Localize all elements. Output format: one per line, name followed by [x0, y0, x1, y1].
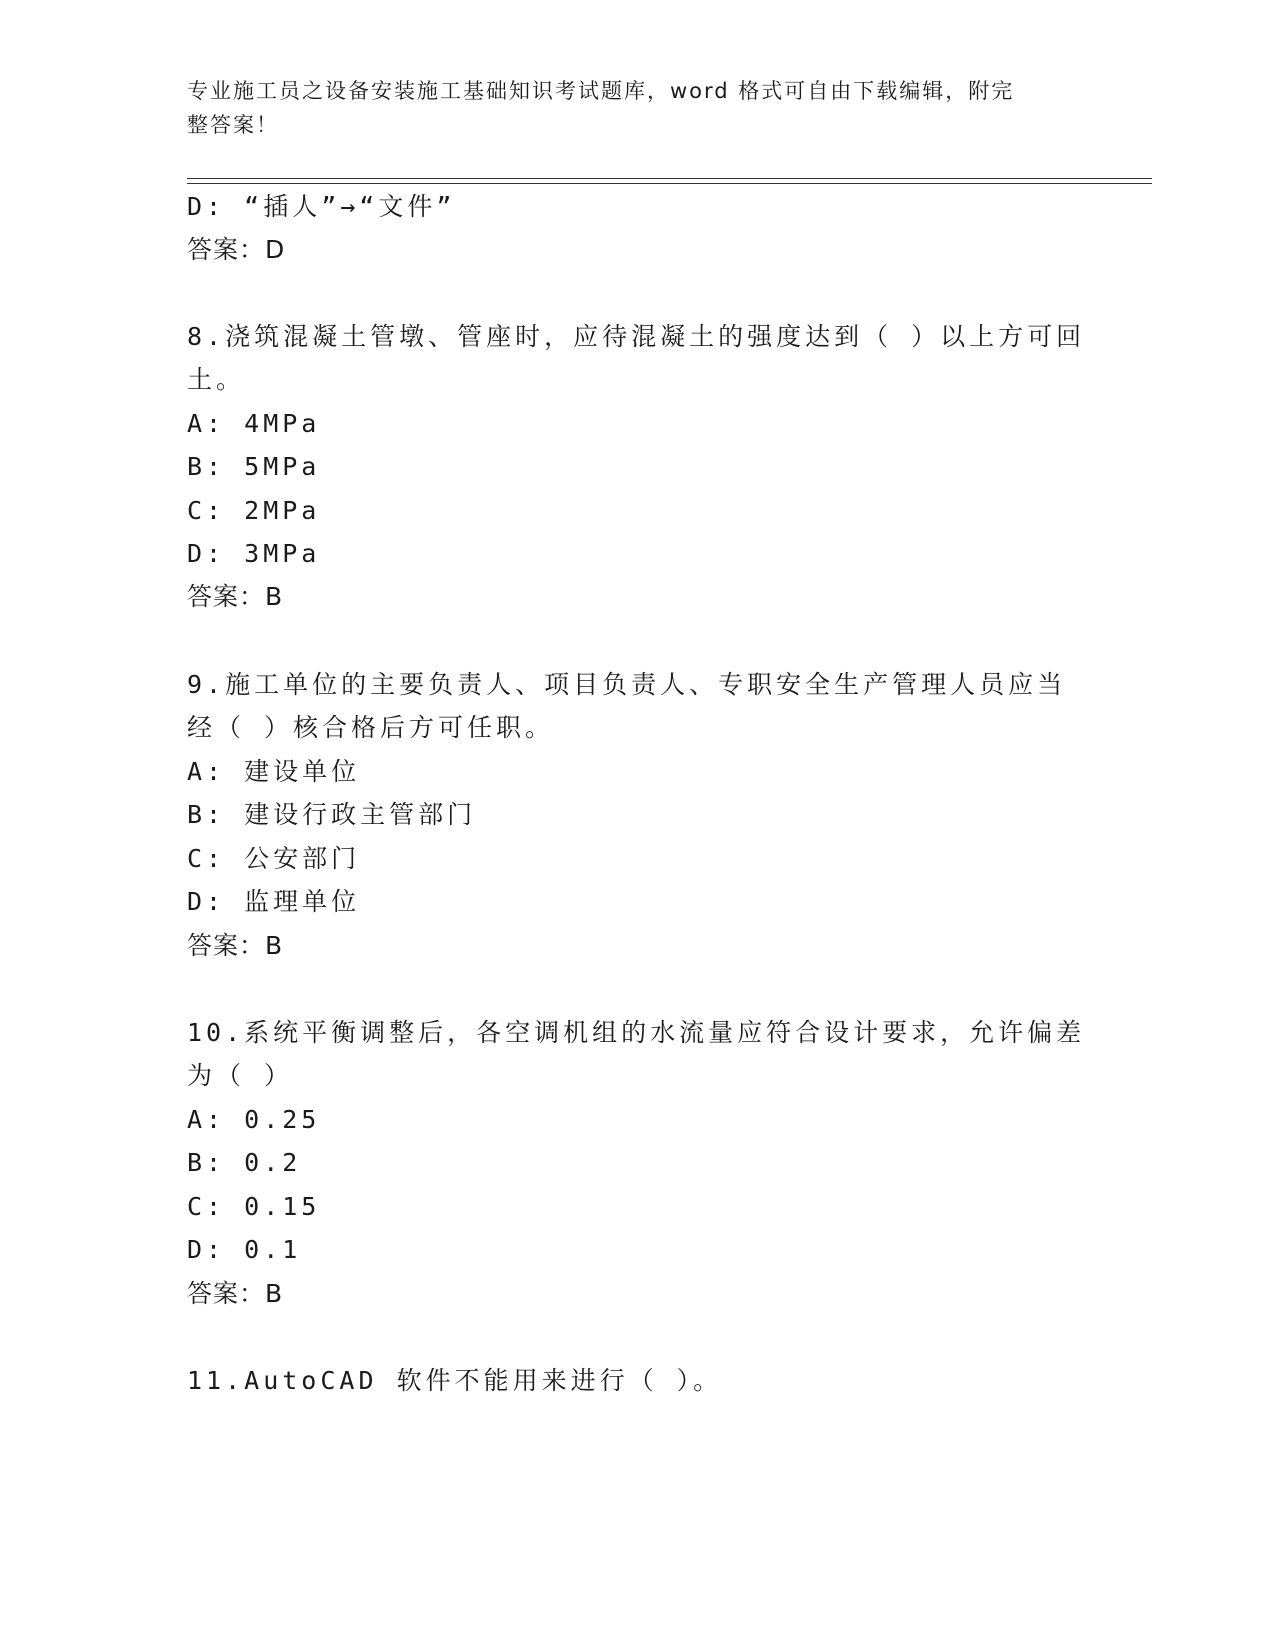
q8-option-a: A: 4MPa — [187, 409, 321, 438]
q10-option-c: C: 0.15 — [187, 1192, 321, 1221]
document-header — [187, 74, 1067, 142]
q8-option-b: B: 5MPa — [187, 452, 321, 481]
prev-option-d: D: “插人”→“文件” — [187, 192, 456, 221]
header-divider-top — [187, 178, 1152, 179]
header-line-2: 整答案！ — [187, 113, 279, 137]
q9-stem-line-2: 经（ ）核合格后方可任职。 — [187, 713, 555, 742]
q8-stem-line-2: 土。 — [187, 365, 246, 394]
q10-stem-line-2: 为（ ） — [187, 1061, 294, 1090]
q10-answer: 答案：B — [187, 1279, 284, 1308]
q9-answer: 答案：B — [187, 931, 284, 960]
q9-option-a: A: 建设单位 — [187, 757, 361, 786]
q11-stem-line-1: 11.AutoCAD 软件不能用来进行（ ）。 — [187, 1366, 723, 1395]
q8-option-d: D: 3MPa — [187, 539, 321, 568]
q8-answer: 答案：B — [187, 582, 284, 611]
header-line-1: 专业施工员之设备安装施工基础知识考试题库，word 格式可自由下载编辑，附完 — [187, 79, 1015, 103]
prev-answer: 答案：D — [187, 235, 286, 264]
q9-option-b: B: 建设行政主管部门 — [187, 800, 477, 829]
q10-stem-line-1: 10.系统平衡调整后，各空调机组的水流量应符合设计要求，允许偏差 — [187, 1018, 1086, 1047]
q8-option-c: C: 2MPa — [187, 496, 321, 525]
q9-option-d: D: 监理单位 — [187, 887, 361, 916]
q10-option-b: B: 0.2 — [187, 1148, 302, 1177]
q9-stem-line-1: 9.施工单位的主要负责人、项目负责人、专职安全生产管理人员应当 — [187, 670, 1067, 699]
q8-stem-line-1: 8.浇筑混凝土管墩、管座时，应待混凝土的强度达到（ ）以上方可回 — [187, 322, 1086, 351]
q10-option-d: D: 0.1 — [187, 1235, 302, 1264]
q10-option-a: A: 0.25 — [187, 1105, 321, 1134]
q9-option-c: C: 公安部门 — [187, 844, 361, 873]
header-divider-bottom — [187, 183, 1152, 184]
